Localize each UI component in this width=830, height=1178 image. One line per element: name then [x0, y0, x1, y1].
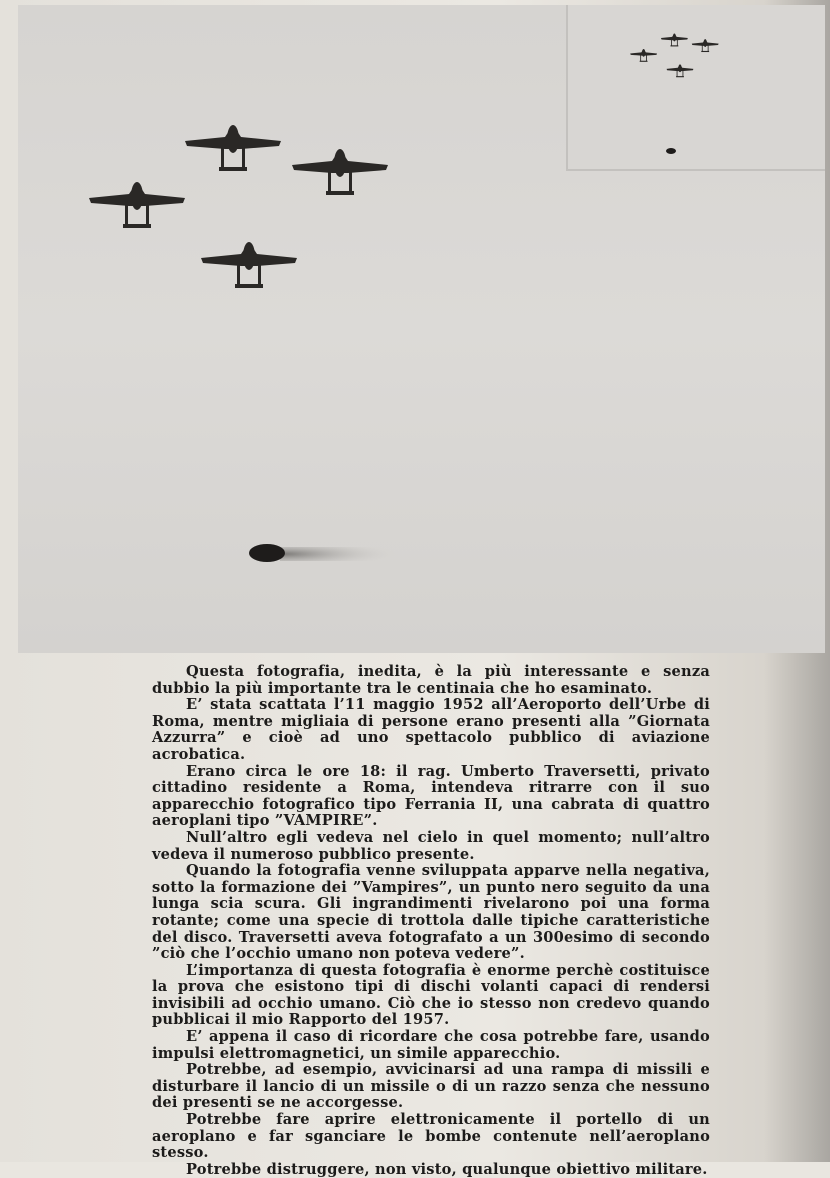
vampire-plane-2: [292, 149, 388, 195]
paragraph-4: Null’altro egli vedeva nel cielo in quel momento; null’altro vedeva il numeroso pubblico presente.: [152, 828, 710, 863]
paragraph-10: Potrebbe distruggere, non visto, qualunque obiettivo militare.: [186, 1160, 708, 1178]
paragraph-8: Potrebbe, ad esempio, avvicinarsi ad una rampa di missili e disturbare il lancio di un missile o di un razzo senza che nessuno dei presenti se ne accorgesse.: [152, 1061, 710, 1112]
disc-object: [249, 544, 400, 562]
inset-plane-3: [630, 49, 657, 62]
photograph: [18, 5, 825, 653]
paragraph-7: E’ appena il caso di ricordare che cosa potrebbe fare, usando impulsi elettromagnetici, un simile apparecchio.: [152, 1028, 710, 1062]
inset-photo: [566, 5, 825, 171]
disc-shape: [249, 544, 285, 562]
inset-scene: [568, 5, 825, 169]
paragraph-1: Questa fotografia, inedita, è la più interessante e senza dubbio la più importante tra le centinaia che ho esaminato.: [152, 663, 710, 697]
vampire-formation: [89, 125, 388, 288]
paragraph-6: L’importanza di questa fotografia è enorme perchè costituisce la prova che esistono tipi di dischi volanti capaci di rendersi invisibili ad occhio umano. Ciò che io stesso non credevo quando pubblicai il mio Rapporto del 1957.: [152, 961, 710, 1029]
inset-plane-1: [661, 34, 688, 47]
disc-trail: [280, 547, 400, 561]
vampire-plane-4: [201, 242, 297, 288]
vampire-plane-1: [185, 125, 281, 171]
inset-disc: [666, 148, 676, 154]
paragraph-3: Erano circa le ore 18: il rag. Umberto Traversetti, privato cittadino residente a Roma, intendeva ritrarre con il suo apparecchio fotografico tipo Ferrania II, una cabrata di quattro aeroplani tipo ”VAMPIRE”.: [152, 762, 710, 830]
inset-plane-4: [667, 64, 694, 77]
paragraph-9: Potrebbe fare aprire elettronicamente il portello di un aeroplano e far sganciare le bombe contenute nell’aeroplano stesso.: [152, 1111, 710, 1162]
inset-plane-2: [692, 39, 719, 52]
article-text: [152, 664, 710, 1178]
paragraph-5: Quando la fotografia venne sviluppata apparve nella negativa, sotto la formazione dei ”Vampires”, un punto nero seguito da una lunga scia scura. Gli ingrandimenti rivelarono poi una forma rotante; come una specie di trottola dalle tipiche caratteristiche del disco. Traversetti aveva fotografato a un 300esimo di secondo ”ciò che l’occhio umano non poteva vedere”.: [152, 862, 710, 963]
vampire-plane-3: [89, 182, 185, 228]
paragraph-2: E’ stata scattata l’11 maggio 1952 all’Aeroporto dell’Urbe di Roma, mentre migliaia di persone erano presenti alla ”Giornata Azzurra” e cioè ad uno spettacolo pubblico di aviazione acrobatica.: [152, 696, 710, 763]
